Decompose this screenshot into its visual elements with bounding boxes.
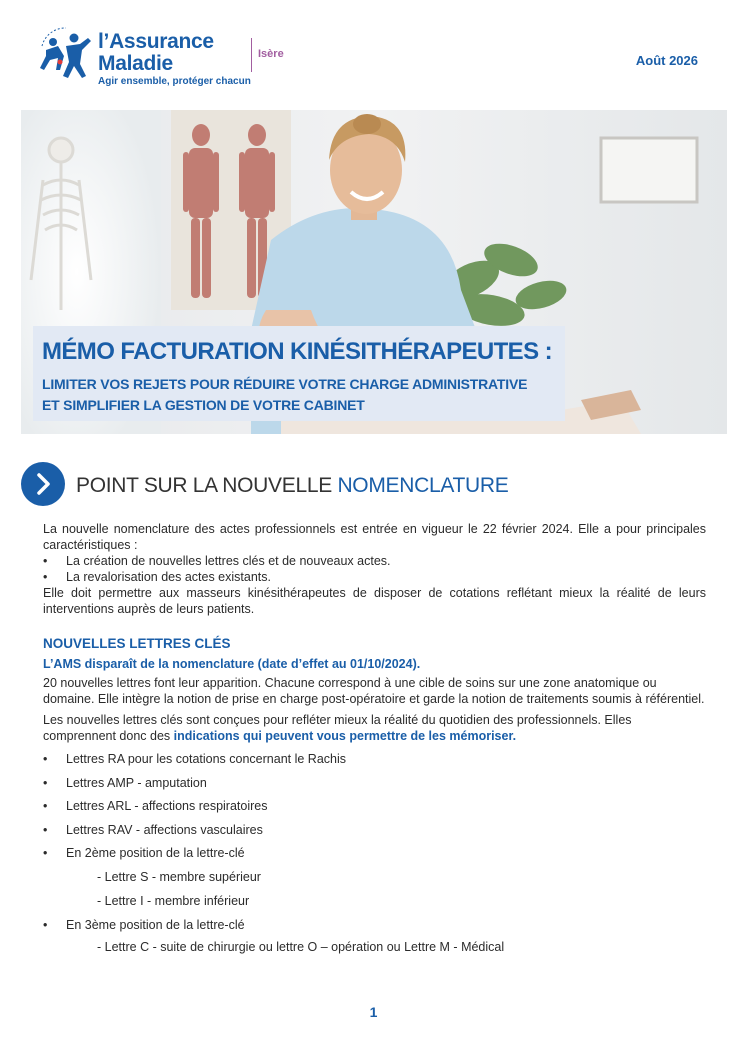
- section-title-highlight: NOMENCLATURE: [337, 474, 509, 497]
- brand-name-line1: l’Assurance: [98, 30, 214, 53]
- intro-paragraph-1: La nouvelle nomenclature des actes professionnels est entrée en vigueur le 22 février 2024. Elle a pour principales caractéristiques :: [43, 522, 706, 552]
- document-subtitle-line2: ET SIMPLIFIER LA GESTION DE VOTRE CABINET: [42, 397, 365, 413]
- intro-paragraph-2: Elle doit permettre aux masseurs kinésithérapeutes de disposer de cotations reflétant mieux la réalité de leurs interventions auprès de leurs patients.: [43, 586, 706, 616]
- lettres-paragraph-2-text: Les nouvelles lettres clés sont conçues pour refléter mieux la réalité du quotidien des professionnels. Elles comprennent donc des: [43, 713, 632, 743]
- sub-list-item: - Lettre S - membre supérieur: [97, 869, 261, 884]
- sub-list-item: - Lettre C - suite de chirurgie ou lettre O – opération ou Lettre M - Médical: [97, 939, 505, 954]
- lettres-paragraph-1: 20 nouvelles lettres font leur apparition. Chacune correspond à une cible de soins sur une zone anatomique ou domaine. Elle intègre la notion de prise en charge post-opératoire et garde la notion de traitements soumis à référentiel.: [43, 676, 705, 706]
- lettres-paragraph-2-bold: indications qui peuvent vous permettre de les mémoriser.: [173, 729, 517, 743]
- lettres-heading: NOUVELLES LETTRES CLÉS: [43, 636, 231, 651]
- lettres-paragraph-2: [43, 712, 706, 744]
- assurance-maladie-logo: [36, 26, 256, 90]
- list-item: • Lettres RAV - affections vasculaires: [43, 822, 706, 838]
- brand-tagline: Agir ensemble, protéger chacun: [98, 76, 251, 87]
- header-divider: [251, 38, 252, 72]
- section-marker: [21, 462, 65, 506]
- hero-title-box: [33, 326, 565, 421]
- lettres-list-2: [43, 917, 706, 933]
- list-item: • En 3ème position de la lettre-clé: [43, 917, 706, 933]
- list-item: • Lettres RA pour les cotations concernant le Rachis: [43, 751, 706, 767]
- logo-figures-icon: [36, 26, 96, 84]
- section-title-prefix: POINT SUR LA NOUVELLE: [76, 474, 338, 497]
- main-content: [43, 521, 706, 955]
- publication-date: Août 2026: [635, 53, 698, 68]
- document-title: MÉMO FACTURATION KINÉSITHÉRAPEUTES :: [42, 338, 552, 365]
- list-item: • La création de nouvelles lettres clés et de nouveaux actes.: [43, 553, 706, 569]
- list-item: • En 2ème position de la lettre-clé: [43, 845, 706, 861]
- list-item: • Lettres AMP - amputation: [43, 775, 706, 791]
- lettres-list: [43, 751, 706, 861]
- intro-bullet-list: [43, 553, 706, 585]
- list-item: • La revalorisation des actes existants.: [43, 569, 706, 585]
- region-label: Isère: [258, 48, 284, 60]
- page-number: 1: [369, 1004, 378, 1020]
- list-item: • Lettres ARL - affections respiratoires: [43, 798, 706, 814]
- sub-list-item: - Lettre I - membre inférieur: [97, 893, 250, 908]
- document-subtitle-line1: LIMITER VOS REJETS POUR RÉDUIRE VOTRE CHARGE ADMINISTRATIVE: [42, 376, 528, 392]
- chevron-right-icon: [21, 462, 65, 506]
- lettres-subheading: L’AMS disparaît de la nomenclature (date d’effet au 01/10/2024).: [43, 657, 421, 671]
- section-title: [76, 474, 508, 498]
- brand-name-line2: Maladie: [98, 52, 173, 75]
